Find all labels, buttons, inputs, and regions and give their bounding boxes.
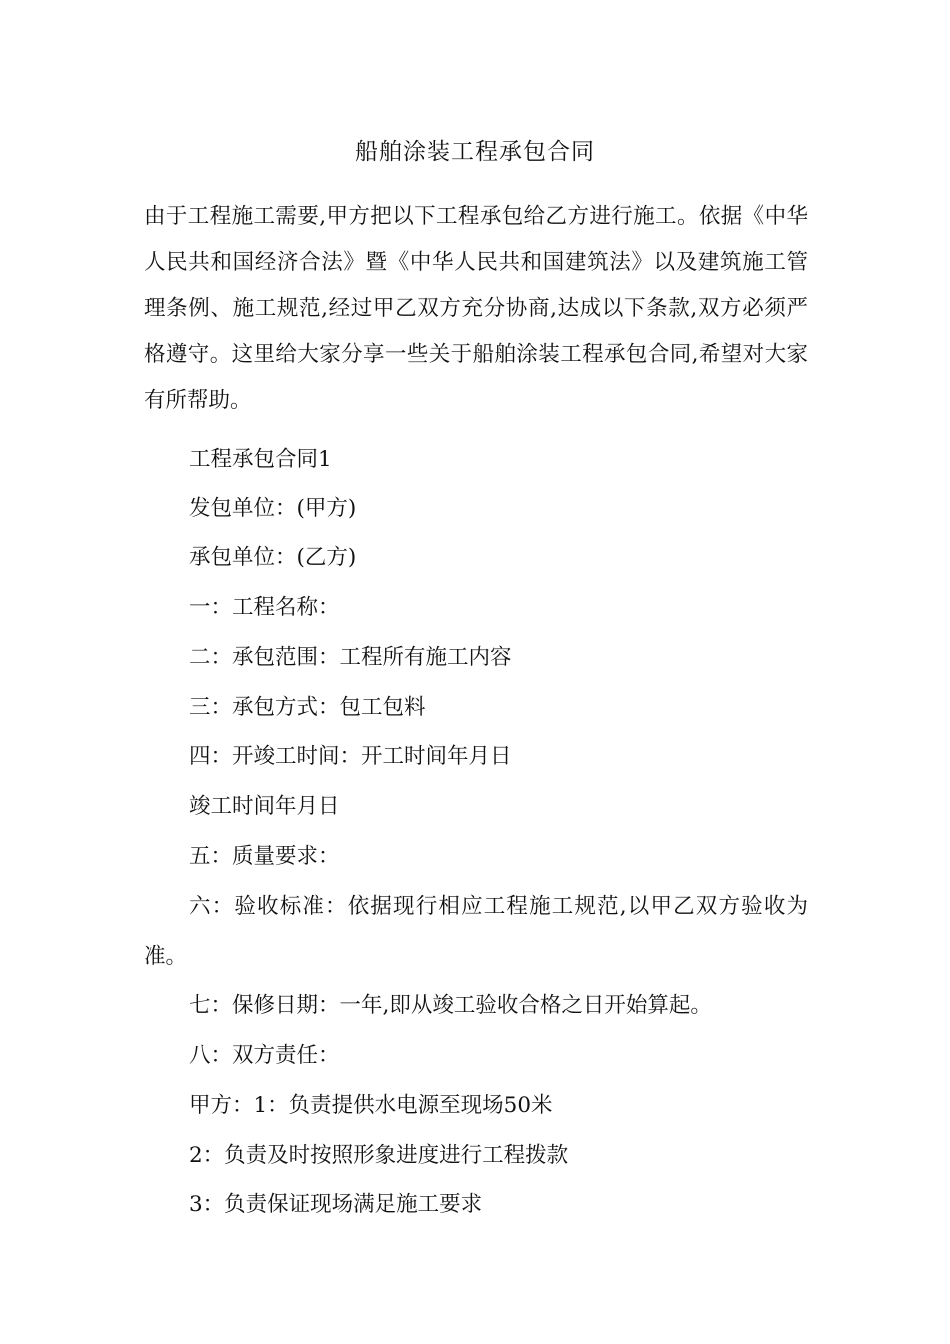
project-name-line: 一：工程名称：	[189, 595, 340, 620]
start-time-line: 四：开竣工时间：开工时间年月日	[189, 744, 512, 769]
document-title: 船舶涂装工程承包合同	[355, 139, 595, 165]
employer-duty-2: 2：负责及时按照形象进度进行工程拨款	[189, 1143, 569, 1168]
employer-duty-1: 甲方：1：负责提供水电源至现场50米	[189, 1093, 553, 1118]
warranty-line: 七：保修日期：一年,即从竣工验收合格之日开始算起。	[189, 993, 712, 1018]
contract-heading: 工程承包合同1	[189, 447, 332, 472]
employer-line: 发包单位：(甲方)	[189, 496, 357, 521]
completion-time-line: 竣工时间年月日	[189, 794, 340, 819]
responsibility-line: 八：双方责任：	[189, 1043, 340, 1068]
scope-line: 二：承包范围：工程所有施工内容	[189, 645, 512, 670]
method-line: 三：承包方式：包工包料	[189, 695, 426, 720]
acceptance-paragraph: 六：验收标准：依据现行相应工程施工规范,以甲乙双方验收为准。	[144, 894, 808, 969]
quality-line: 五：质量要求：	[189, 844, 340, 869]
employer-duty-3: 3：负责保证现场满足施工要求	[189, 1192, 483, 1217]
intro-paragraph: 由于工程施工需要,甲方把以下工程承包给乙方进行施工。依据《中华人民共和国经济合法》暨《中华人民共和国建筑法》以及建筑施工管理条例、施工规范,经过甲乙双方充分协商,达成以下条款,双方必须严格遵守。这里给大家分享一些关于船舶涂装工程承包合同,希望对大家有所帮助。	[144, 204, 808, 413]
contractor-line: 承包单位：(乙方)	[189, 545, 357, 570]
